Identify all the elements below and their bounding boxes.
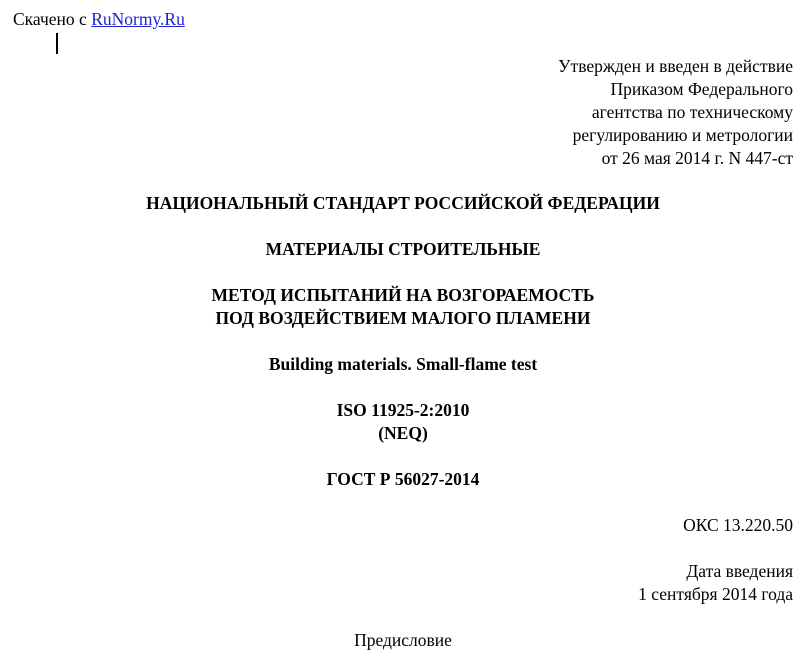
intro-date-label: Дата введения (686, 561, 793, 581)
intro-date: 1 сентября 2014 года (638, 584, 793, 604)
approval-block (558, 55, 793, 170)
neq-label: (NEQ) (378, 423, 428, 443)
runormy-link[interactable]: RuNormy.Ru (91, 9, 185, 29)
approval-line: агентства по техническому (591, 102, 793, 122)
iso-reference: ISO 11925-2:2010 (336, 400, 470, 420)
approval-line: от 26 мая 2014 г. N 447-ст (601, 148, 793, 168)
oks-code: ОКС 13.220.50 (683, 515, 793, 535)
preface-heading: Предисловие (354, 630, 452, 650)
approval-line: Утвержден и введен в действие (558, 56, 793, 76)
approval-line: Приказом Федерального (610, 79, 793, 99)
materials-title: МАТЕРИАЛЫ СТРОИТЕЛЬНЫЕ (265, 239, 541, 259)
text-cursor (56, 33, 58, 54)
national-standard-title: НАЦИОНАЛЬНЫЙ СТАНДАРТ РОССИЙСКОЙ ФЕДЕРАЦИИ (146, 193, 660, 213)
approval-line: регулированию и метрологии (572, 125, 793, 145)
method-title-line2: ПОД ВОЗДЕЙСТВИЕМ МАЛОГО ПЛАМЕНИ (215, 308, 591, 328)
english-title: Building materials. Small-flame test (268, 354, 538, 374)
method-title-line1: МЕТОД ИСПЫТАНИЙ НА ВОЗГОРАЕМОСТЬ (211, 285, 595, 305)
download-prefix: Скачено с (13, 9, 92, 29)
gost-number: ГОСТ Р 56027-2014 (326, 469, 480, 489)
download-source (13, 9, 185, 30)
